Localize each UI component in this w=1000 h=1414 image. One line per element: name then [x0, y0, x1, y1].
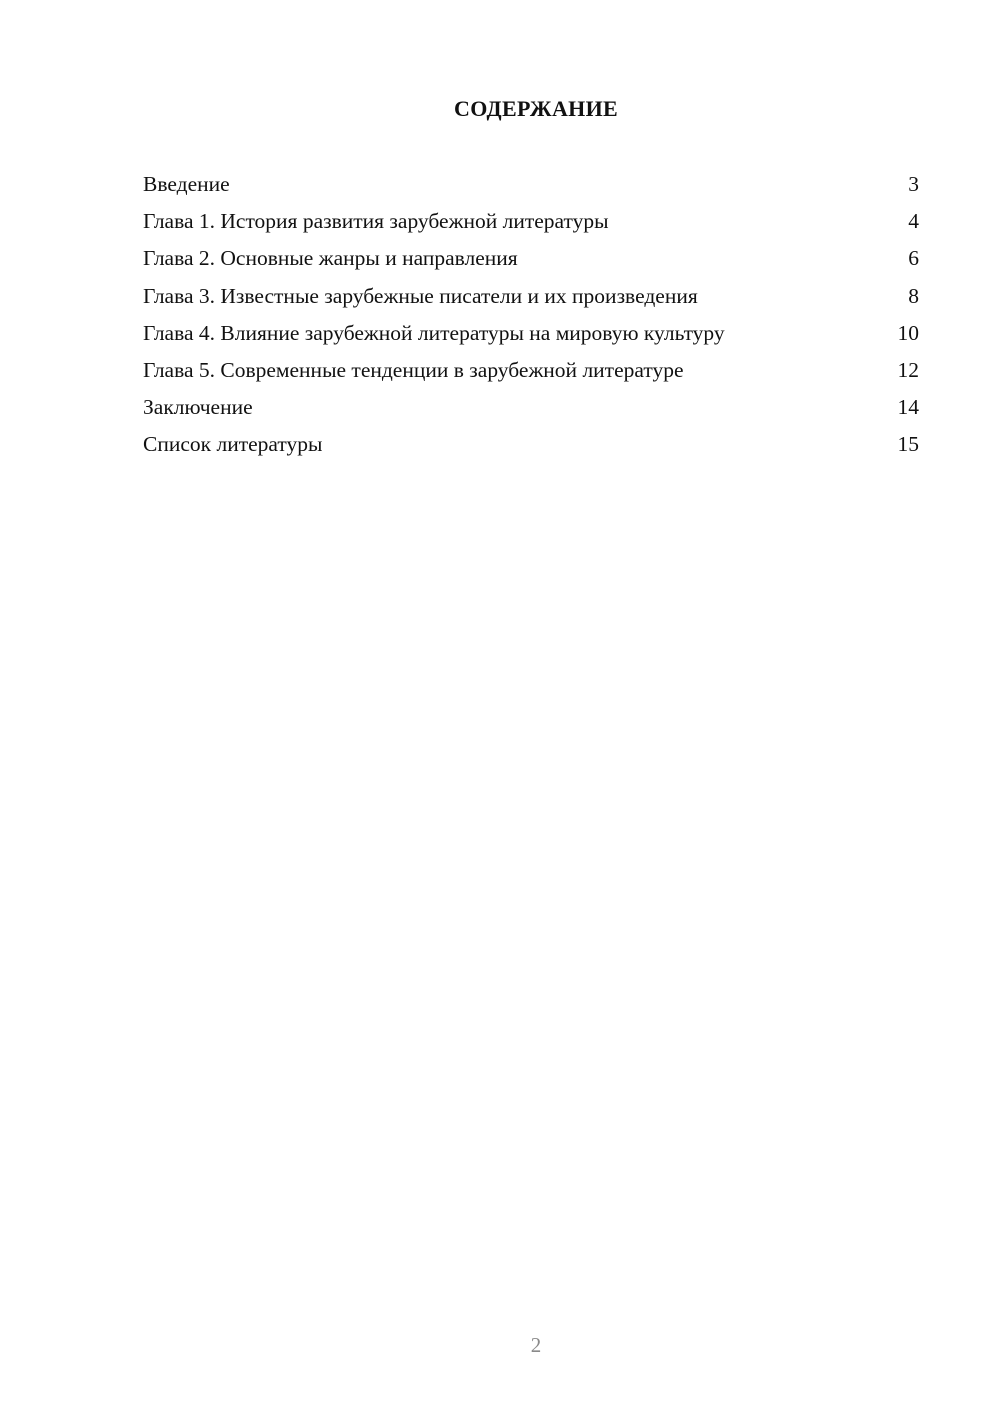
toc-title: СОДЕРЖАНИЕ: [454, 96, 618, 121]
toc-entry-label: Заключение: [143, 395, 253, 420]
toc-entry-label: Введение: [143, 172, 230, 196]
toc-entry: [143, 317, 919, 354]
toc-entry-page: 8: [908, 283, 919, 308]
toc-entry-label: Глава 2. Основные жанры и направления: [143, 246, 518, 271]
toc-entry-label: Глава 4. Влияние зарубежной литературы на мировую культуру: [143, 320, 725, 345]
toc-entry-label: Глава 5. Современные тенденции в зарубежной литературе: [143, 357, 684, 382]
toc-entry-label: Список литературы: [143, 432, 323, 457]
toc-entry-page: 4: [908, 209, 919, 234]
toc-entry: [143, 428, 919, 465]
toc-entry-label: Глава 3. Известные зарубежные писатели и их произведения: [143, 283, 698, 308]
toc-entry: [143, 354, 919, 391]
toc-entry-page: 6: [908, 246, 919, 271]
toc-list: [143, 168, 919, 466]
toc-entry: [143, 242, 919, 279]
toc-entry: [143, 391, 919, 428]
toc-entry-label: Глава 1. История развития зарубежной литературы: [143, 209, 609, 234]
toc-entry: [143, 168, 919, 205]
toc-entry-page: 3: [908, 172, 919, 196]
toc-entry-page: 15: [897, 432, 919, 457]
page-number: 2: [530, 1333, 542, 1357]
toc-entry: [143, 205, 919, 242]
toc-entry-page: 12: [897, 357, 919, 382]
toc-entry-page: 14: [897, 395, 919, 420]
toc-entry: [143, 280, 919, 317]
toc-entry-page: 10: [897, 320, 919, 345]
